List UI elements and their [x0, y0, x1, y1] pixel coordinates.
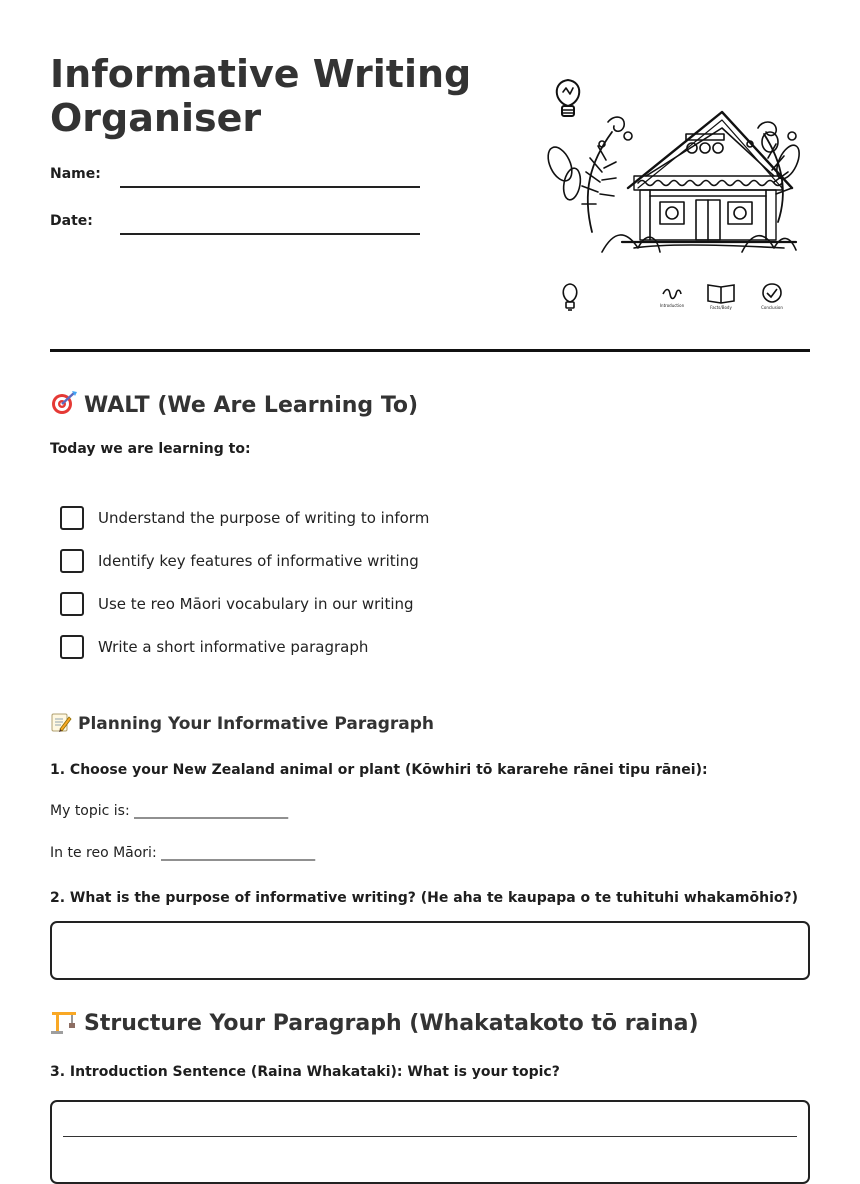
list-item: [60, 592, 660, 618]
date-field: [50, 213, 420, 237]
name-write-line[interactable]: [120, 186, 420, 188]
list-item: [60, 635, 660, 661]
walt-heading: [50, 390, 418, 420]
write-line: [63, 1136, 797, 1137]
stage-item: [752, 282, 792, 310]
list-item: [60, 506, 660, 532]
structure-heading-text: Structure Your Paragraph (Whakatakoto tō raina): [84, 1011, 699, 1036]
lightbulb-icon: [559, 282, 581, 312]
wharenui-illustration: [542, 72, 804, 262]
stage-caption: Facts/Body: [710, 305, 732, 310]
check-shield-icon: [761, 282, 783, 304]
checkbox-label: Understand the purpose of writing to inform: [98, 509, 430, 527]
stage-item: [652, 282, 692, 308]
checkbox-label: Identify key features of informative writing: [98, 552, 419, 570]
squiggle-icon: [661, 282, 683, 302]
reo-topic-line[interactable]: In te reo Māori: ______________________: [50, 845, 316, 861]
crane-icon: [50, 1008, 78, 1034]
list-item: [60, 549, 660, 575]
walt-intro: Today we are learning to:: [50, 441, 251, 457]
structure-heading: [50, 1008, 699, 1038]
checkbox[interactable]: [60, 506, 84, 530]
stage-caption: Conclusion: [761, 305, 783, 310]
question-1: 1. Choose your New Zealand animal or plant (Kōwhiri tō kararehe rānei tipu rānei):: [50, 762, 708, 778]
header-divider: [50, 349, 810, 352]
question-2: 2. What is the purpose of informative writing? (He aha te kaupapa o te tuhituhi whakamōhio?): [50, 890, 799, 906]
question-3: 3. Introduction Sentence (Raina Whakataki): What is your topic?: [50, 1064, 560, 1080]
name-field: [50, 166, 420, 190]
planning-heading: [50, 711, 434, 735]
name-label: Name:: [50, 166, 101, 182]
lightbulb-icon: [557, 80, 580, 116]
topic-line[interactable]: My topic is: ______________________: [50, 803, 289, 819]
walt-heading-text: WALT (We Are Learning To): [84, 393, 419, 418]
book-icon: [706, 282, 736, 304]
purpose-answer-box[interactable]: [50, 921, 810, 980]
checkbox[interactable]: [60, 592, 84, 616]
checkbox[interactable]: [60, 549, 84, 573]
memo-icon: [50, 711, 72, 733]
stage-item: [701, 282, 741, 310]
date-label: Date:: [50, 213, 93, 229]
stage-caption: Introduction: [659, 303, 685, 308]
checkbox[interactable]: [60, 635, 84, 659]
introduction-answer-box[interactable]: [50, 1100, 810, 1184]
planning-heading-text: Planning Your Informative Paragraph: [78, 714, 434, 734]
checkbox-label: Use te reo Māori vocabulary in our writing: [98, 595, 414, 613]
writing-stages-strip: [550, 282, 783, 316]
page-title: Informative Writing Organiser: [50, 52, 472, 140]
stage-item: [550, 282, 590, 313]
checkbox-label: Write a short informative paragraph: [98, 638, 369, 656]
target-icon: [50, 390, 78, 416]
date-write-line[interactable]: [120, 233, 420, 235]
